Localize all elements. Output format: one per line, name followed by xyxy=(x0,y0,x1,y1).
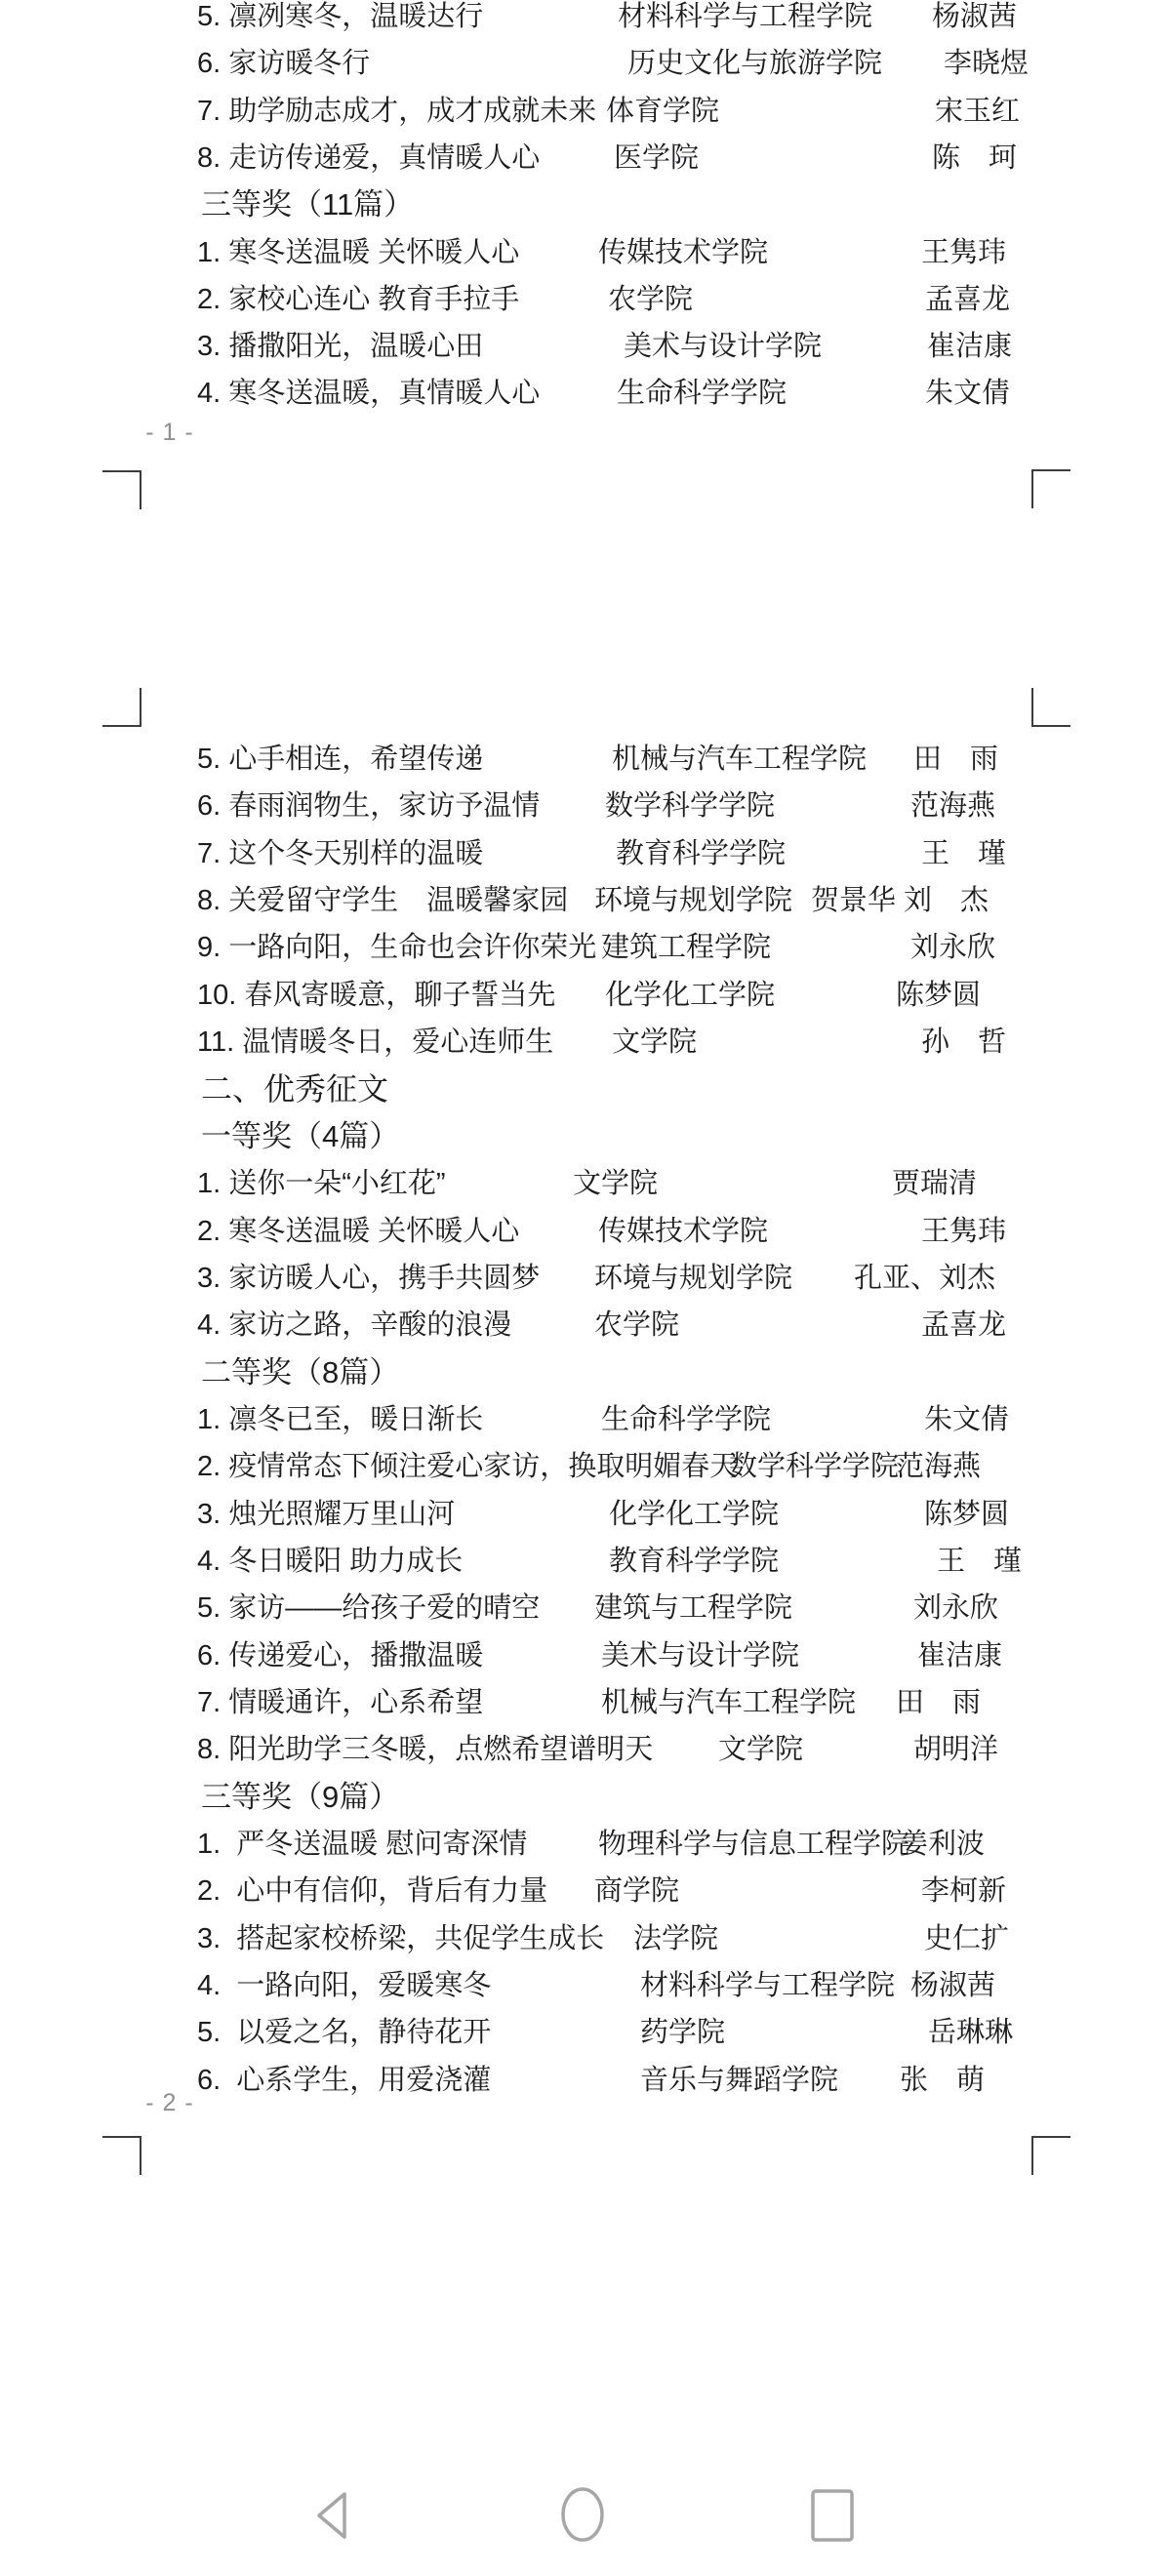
recents-button[interactable] xyxy=(809,2488,856,2543)
award-winner-name: 崔洁康 xyxy=(927,331,1013,363)
award-winner-name: 岳琳琳 xyxy=(928,2017,1014,2049)
award-title: 4. 寒冬送温暖，真情暖人心 xyxy=(197,378,541,410)
award-title: 3. 播撒阳光，温暖心田 xyxy=(197,331,484,363)
award-title: 3. 烛光照耀万里山河 xyxy=(197,1498,456,1530)
award-title: 6. 心系学生，用爱浇灌 xyxy=(197,2064,492,2096)
award-title: 5. 凛冽寒冬，温暖达行 xyxy=(197,1,484,32)
award-row xyxy=(0,1305,1171,1352)
award-college: 教育科学学院 xyxy=(609,1545,780,1577)
award-title: 10. 春风寄暖意，聊子誓当先 xyxy=(197,979,556,1011)
award-winner-name: 刘永欣 xyxy=(910,932,996,964)
margin-mark-page2-top-left xyxy=(102,688,141,727)
award-row xyxy=(0,1399,1171,1447)
award-winner-name: 陈梦圆 xyxy=(896,979,982,1011)
margin-mark-page1-bottom-right xyxy=(1031,469,1070,508)
section-heading-label: 一等奖（4篇） xyxy=(201,1118,400,1153)
section-heading-label: 三等奖（9篇） xyxy=(201,1779,400,1814)
award-winner-name: 孟喜龙 xyxy=(921,1309,1007,1342)
award-winner-name: 王隽玮 xyxy=(921,236,1007,268)
award-row xyxy=(0,232,1171,280)
award-title: 3. 家访暖人心，携手共圆梦 xyxy=(197,1262,541,1294)
award-college: 药学院 xyxy=(640,2017,726,2049)
award-winner-name: 王隽玮 xyxy=(921,1215,1007,1247)
award-college: 化学化工学院 xyxy=(609,1498,780,1530)
margin-mark-page2-bottom-right xyxy=(1031,2136,1070,2175)
award-row xyxy=(0,1824,1171,1872)
section-heading xyxy=(0,1777,1171,1825)
award-winner-name: 陈 珂 xyxy=(932,141,1018,174)
award-winner-name: 田 雨 xyxy=(913,744,999,775)
award-row xyxy=(0,2012,1171,2060)
award-title: 7. 情暖通许，心系希望 xyxy=(197,1687,484,1718)
award-winner-name: 宋玉红 xyxy=(935,95,1021,127)
award-row xyxy=(0,1682,1171,1730)
award-row xyxy=(0,1163,1171,1211)
award-college: 材料科学与工程学院 xyxy=(640,1970,896,2002)
award-college: 文学院 xyxy=(718,1734,804,1766)
award-title: 2. 疫情常态下倾注爱心家访，换取明媚春天 xyxy=(197,1451,739,1483)
award-winner-name: 范海燕 xyxy=(910,790,996,823)
award-college: 体育学院 xyxy=(606,95,720,127)
award-winner-name: 史仁扩 xyxy=(924,1922,1010,1954)
award-row xyxy=(0,1729,1171,1777)
award-title: 8. 阳光助学三冬暖，点燃希望谱明天 xyxy=(197,1734,654,1766)
award-row xyxy=(0,880,1171,928)
award-title: 6. 传递爱心，播撒温暖 xyxy=(197,1639,484,1671)
award-title: 4. 一路向阳，爱暖寒冬 xyxy=(197,1970,492,2002)
award-title: 8. 走访传递爱，真情暖人心 xyxy=(197,141,541,174)
section-heading-label: 三等奖（11篇） xyxy=(201,187,415,222)
award-winner-name: 孔亚、刘杰 xyxy=(854,1262,996,1294)
award-title: 2. 寒冬送温暖 关怀暖人心 xyxy=(197,1215,520,1247)
page-number-1: - 1 - xyxy=(145,419,194,446)
margin-mark-page2-top-right xyxy=(1031,688,1070,727)
award-winner-name: 陈梦圆 xyxy=(924,1498,1010,1530)
award-row xyxy=(0,739,1171,786)
award-title: 8. 关爱留守学生 温暖馨家园 xyxy=(197,885,569,917)
award-college: 文学院 xyxy=(612,1026,698,1059)
award-college: 农学院 xyxy=(608,283,694,315)
margin-mark-page2-bottom-left xyxy=(102,2136,141,2175)
award-title: 1. 寒冬送温暖 关怀暖人心 xyxy=(197,236,520,268)
award-winner-name: 贾瑞清 xyxy=(892,1168,978,1200)
award-winner-name: 杨淑茜 xyxy=(932,1,1018,32)
award-winner-name: 刘永欣 xyxy=(913,1592,999,1625)
back-button[interactable] xyxy=(310,2488,357,2543)
award-title: 7. 助学励志成才，成才成就未来 xyxy=(197,95,597,127)
section-heading-label: 二、优秀征文 xyxy=(201,1071,389,1107)
award-college: 农学院 xyxy=(594,1309,680,1342)
award-college: 传媒技术学院 xyxy=(598,236,769,268)
award-winner-name: 范海燕 xyxy=(896,1451,982,1483)
award-title: 1. 凛冬已至，暖日渐长 xyxy=(197,1403,484,1435)
award-college: 化学化工学院 xyxy=(605,979,776,1011)
award-title: 4. 冬日暖阳 助力成长 xyxy=(197,1545,464,1577)
award-row xyxy=(0,326,1171,374)
award-row xyxy=(0,1022,1171,1069)
award-winner-name: 朱文倩 xyxy=(925,378,1011,410)
award-college: 机械与汽车工程学院 xyxy=(601,1687,857,1718)
award-row xyxy=(0,0,1171,44)
award-row xyxy=(0,785,1171,833)
award-row xyxy=(0,43,1171,91)
award-winner-name: 张 萌 xyxy=(900,2064,986,2096)
award-title: 1. 送你一朵“小红花” xyxy=(197,1168,446,1200)
award-title: 11. 温情暖冬日，爱心连师生 xyxy=(197,1026,554,1059)
award-college: 音乐与舞蹈学院 xyxy=(640,2064,839,2096)
award-winner-name: 李柯新 xyxy=(921,1875,1007,1908)
award-college: 生命科学学院 xyxy=(617,378,787,410)
award-college: 传媒技术学院 xyxy=(598,1215,769,1247)
award-winner-name: 孟喜龙 xyxy=(925,283,1011,315)
back-triangle-icon xyxy=(310,2488,357,2543)
award-row xyxy=(0,1258,1171,1306)
award-college: 教育科学学院 xyxy=(616,837,787,869)
award-row xyxy=(0,1494,1171,1542)
award-college: 法学院 xyxy=(633,1922,719,1954)
award-winner-name: 崔洁康 xyxy=(917,1639,1003,1671)
section-heading xyxy=(0,1352,1171,1400)
award-row xyxy=(0,1588,1171,1635)
award-college: 数学科学学院 xyxy=(729,1451,900,1483)
award-row xyxy=(0,373,1171,421)
award-title: 5. 心手相连，希望传递 xyxy=(197,744,484,775)
award-row xyxy=(0,138,1171,185)
award-winner-name: 孙 哲 xyxy=(921,1026,1007,1059)
award-winner-name: 杨淑茜 xyxy=(910,1970,996,2002)
award-college: 材料科学与工程学院 xyxy=(618,1,873,32)
award-title: 5. 以爱之名，静待花开 xyxy=(197,2017,492,2049)
section-heading-label: 二等奖（8篇） xyxy=(201,1354,400,1389)
award-winner-name: 贺景华 刘 杰 xyxy=(811,885,989,917)
award-college: 数学科学学院 xyxy=(605,790,776,823)
award-row xyxy=(0,1918,1171,1966)
home-button[interactable] xyxy=(559,2487,606,2542)
award-title: 2. 家校心连心 教育手拉手 xyxy=(197,283,520,315)
android-navigation-bar xyxy=(0,2459,1171,2576)
section-heading xyxy=(0,1116,1171,1164)
award-winner-name: 胡明洋 xyxy=(913,1734,999,1766)
award-title: 7. 这个冬天别样的温暖 xyxy=(197,837,484,869)
award-row xyxy=(0,1446,1171,1494)
section-heading xyxy=(0,1068,1171,1116)
award-row xyxy=(0,91,1171,139)
award-title: 4. 家访之路，辛酸的浪漫 xyxy=(197,1309,512,1342)
award-row xyxy=(0,1965,1171,2013)
award-row xyxy=(0,927,1171,975)
award-college: 美术与设计学院 xyxy=(624,331,823,363)
award-college: 建筑与工程学院 xyxy=(594,1592,793,1625)
award-row xyxy=(0,1635,1171,1683)
award-winner-name: 李晓煜 xyxy=(944,48,1030,80)
award-college: 文学院 xyxy=(573,1168,659,1200)
home-circle-icon xyxy=(559,2487,606,2542)
page-number-2: - 2 - xyxy=(145,2089,194,2116)
award-winner-name: 朱文倩 xyxy=(924,1403,1010,1435)
award-row xyxy=(0,1541,1171,1589)
award-title: 6. 家访暖冬行 xyxy=(197,48,371,80)
award-title: 1. 严冬送温暖 慰问寄深情 xyxy=(197,1829,528,1861)
award-winner-name: 田 雨 xyxy=(896,1687,982,1718)
award-college: 机械与汽车工程学院 xyxy=(612,744,868,775)
award-college: 物理科学与信息工程学院 xyxy=(598,1829,910,1861)
award-college: 美术与设计学院 xyxy=(601,1639,800,1671)
award-winner-name: 王 瑾 xyxy=(937,1545,1023,1577)
award-college: 生命科学学院 xyxy=(601,1403,772,1435)
award-title: 3. 搭起家校桥梁，共促学生成长 xyxy=(197,1922,605,1954)
section-heading xyxy=(0,184,1171,232)
award-title: 6. 春雨润物生，家访予温情 xyxy=(197,790,541,823)
recents-square-icon xyxy=(809,2488,856,2543)
award-college: 建筑工程学院 xyxy=(601,932,772,964)
award-college: 历史文化与旅游学院 xyxy=(627,48,883,80)
award-row xyxy=(0,833,1171,881)
award-title: 5. 家访——给孩子爱的晴空 xyxy=(197,1592,541,1625)
award-college: 环境与规划学院 xyxy=(594,885,793,917)
award-winner-name: 王 瑾 xyxy=(921,837,1007,869)
award-row xyxy=(0,279,1171,327)
award-title: 2. 心中有信仰，背后有力量 xyxy=(197,1875,548,1908)
award-row xyxy=(0,1211,1171,1259)
award-college: 商学院 xyxy=(594,1875,680,1908)
award-row xyxy=(0,975,1171,1023)
award-row xyxy=(0,1871,1171,1918)
award-college: 医学院 xyxy=(614,141,700,174)
margin-mark-page1-bottom-left xyxy=(102,470,141,509)
award-winner-name: 姜利波 xyxy=(900,1829,986,1861)
award-college: 环境与规划学院 xyxy=(594,1262,793,1294)
award-title: 9. 一路向阳，生命也会许你荣光 xyxy=(197,932,597,964)
